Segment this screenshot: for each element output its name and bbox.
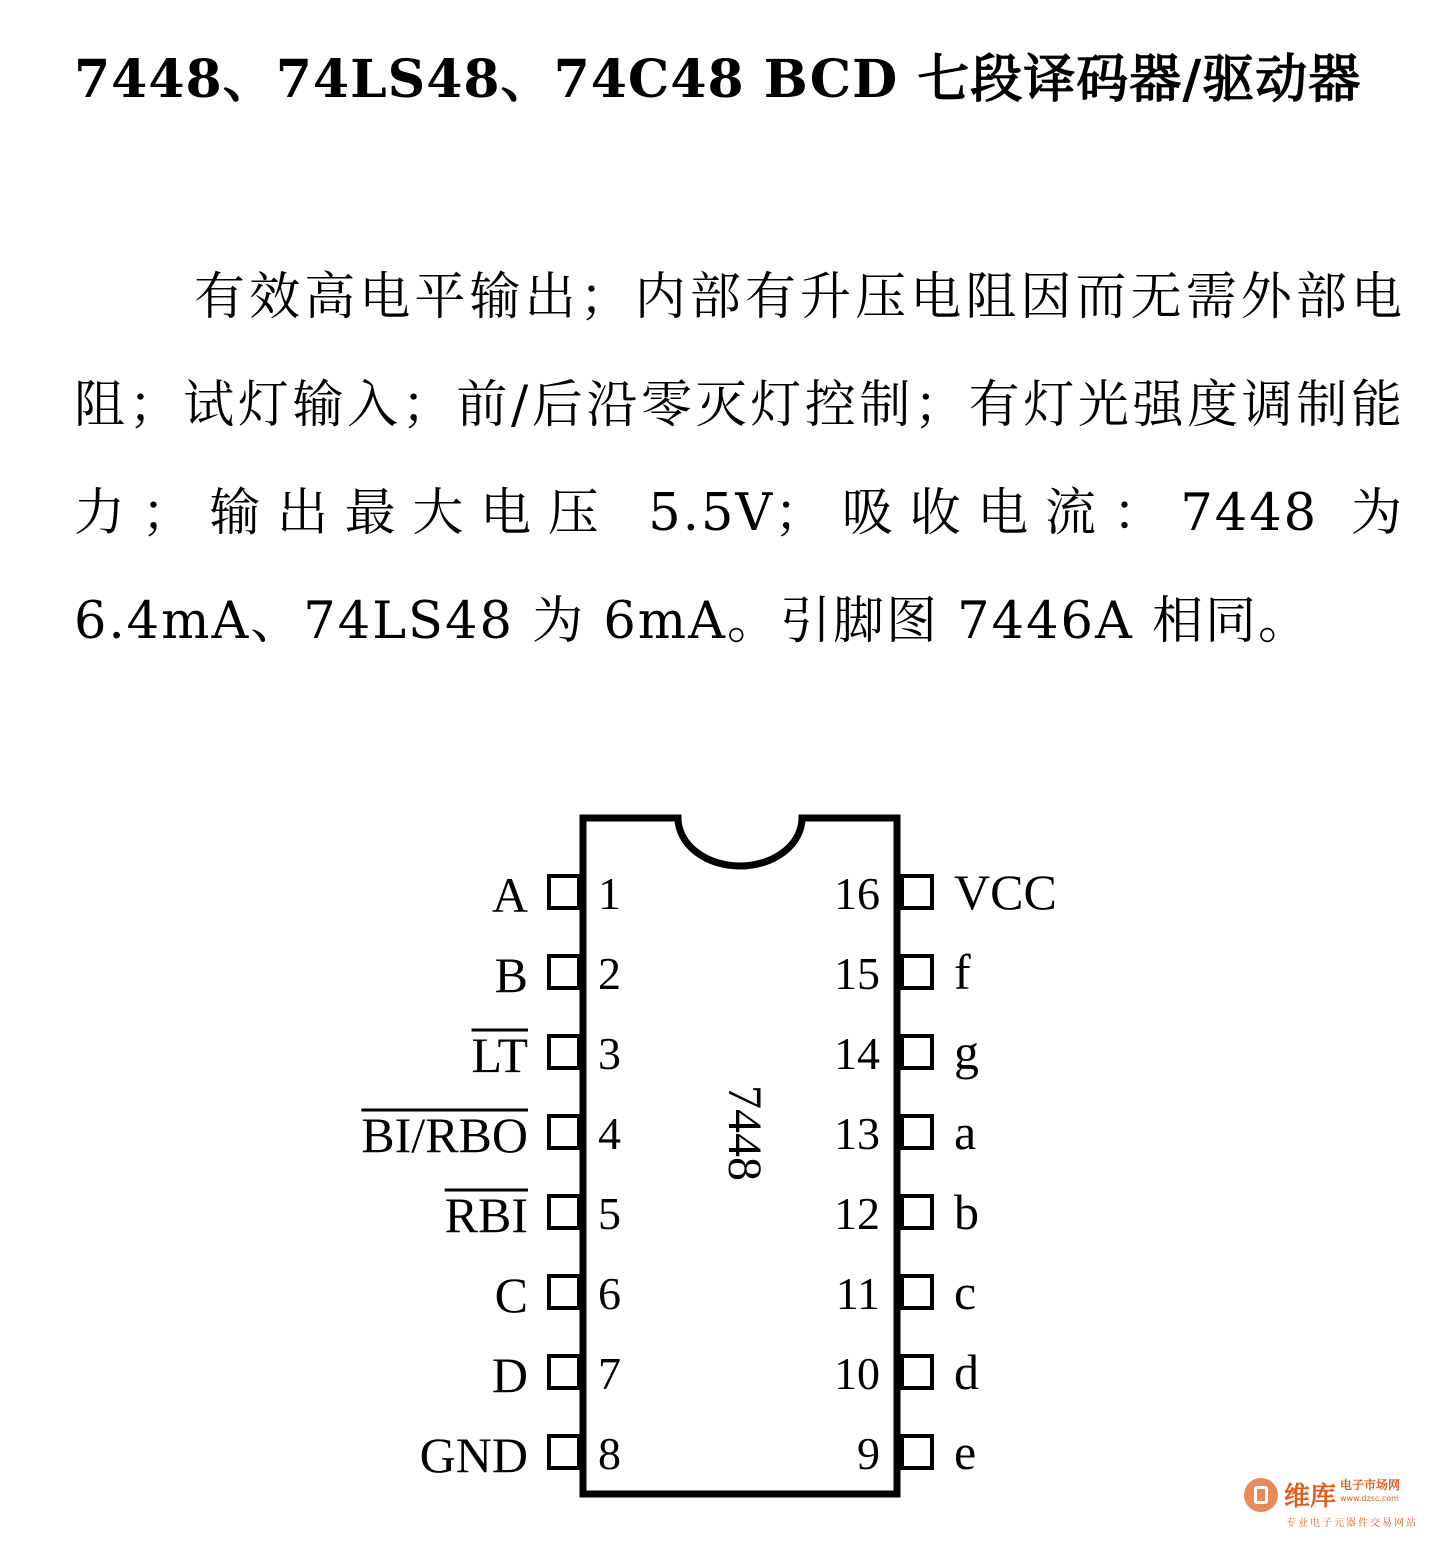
pin-pad [549, 1356, 579, 1388]
pin-number: 8 [598, 1428, 621, 1479]
watermark-subtitle: 电子市场网 [1340, 1478, 1401, 1492]
pin-number: 13 [834, 1108, 880, 1159]
pin-name: D [491, 1347, 528, 1403]
document-title: 7448、74LS48、74C48 BCD 七段译码器/驱动器 [74, 49, 1362, 110]
right-pin-group [834, 864, 1057, 1480]
pin-pad [549, 1116, 579, 1148]
pin-pad [549, 1436, 579, 1468]
watermark-url: www.dzsc.com [1340, 1494, 1399, 1503]
watermark [1244, 1474, 1440, 1534]
pin-name: C [494, 1267, 528, 1323]
pin-9 [857, 1424, 976, 1480]
pin-pad [902, 1196, 932, 1228]
pin-10 [834, 1344, 979, 1400]
pin-7 [492, 1347, 621, 1403]
pin-number: 1 [598, 868, 621, 919]
pin-number: 10 [834, 1348, 880, 1399]
pin-name: b [954, 1184, 979, 1240]
pinout-diagram [0, 780, 1446, 1500]
pin-6 [495, 1267, 621, 1323]
pin-number: 2 [598, 948, 621, 999]
pin-name: a [954, 1104, 977, 1160]
pin-number: 4 [598, 1108, 621, 1159]
pin-number: 11 [835, 1268, 880, 1319]
pin-pad [902, 956, 932, 988]
pin-name: GND [419, 1427, 528, 1483]
pin-pad [902, 1356, 932, 1388]
pin-pad [902, 1036, 932, 1068]
pin-14 [834, 1024, 979, 1080]
pin-number: 3 [598, 1028, 621, 1079]
pin-5 [445, 1187, 621, 1243]
pin-15 [834, 944, 971, 1000]
chip-label: 7448 [717, 1085, 771, 1181]
dzsc-logo-icon [1244, 1478, 1278, 1512]
pin-name: B [494, 947, 528, 1003]
watermark-slogan: 专业电子元器件交易网站 [1286, 1518, 1418, 1529]
pin-pad [549, 956, 579, 988]
pin-pad [549, 1196, 579, 1228]
pin-name: RBI [444, 1187, 528, 1243]
pin-number: 16 [834, 868, 880, 919]
pin-number: 14 [834, 1028, 880, 1079]
pin-name: LT [471, 1027, 528, 1083]
pin-pad [549, 1276, 579, 1308]
pin-name: e [954, 1424, 977, 1480]
pin-2 [495, 947, 621, 1003]
pin-name: d [954, 1344, 979, 1400]
pin-16 [834, 864, 1057, 920]
pin-number: 7 [598, 1348, 621, 1399]
pin-pad [902, 876, 932, 908]
pin-number: 6 [598, 1268, 621, 1319]
watermark-brand: 维库 [1284, 1482, 1337, 1512]
pin-pad [902, 1276, 932, 1308]
pin-number: 15 [834, 948, 880, 999]
pin-number: 9 [857, 1428, 880, 1479]
pin-pad [902, 1436, 932, 1468]
description-paragraph: 有效高电平输出；内部有升压电阻因而无需外部电阻；试灯输入；前/后沿零灭灯控制；有灯光强度调制能力；输出最大电压 5.5V；吸收电流：7448 为 6.4mA、74LS48 为 6mA。引脚图 7446A 相同。 [74, 268, 1404, 651]
pin-12 [834, 1184, 979, 1240]
pin-11 [836, 1264, 977, 1320]
pin-1 [492, 867, 621, 923]
pin-name: A [491, 867, 528, 923]
pin-name: f [954, 944, 971, 1000]
pin-pad [549, 876, 579, 908]
pin-name: c [954, 1264, 977, 1320]
pin-number: 12 [834, 1188, 880, 1239]
pin-name: VCC [954, 864, 1057, 920]
pin-13 [834, 1104, 976, 1160]
pin-3 [472, 1027, 622, 1083]
pin-pad [549, 1036, 579, 1068]
pin-pad [902, 1116, 932, 1148]
pin-name: BI/RBO [361, 1107, 528, 1163]
pin-number: 5 [598, 1188, 621, 1239]
pin-8 [420, 1427, 621, 1483]
pin-name: g [954, 1024, 979, 1080]
